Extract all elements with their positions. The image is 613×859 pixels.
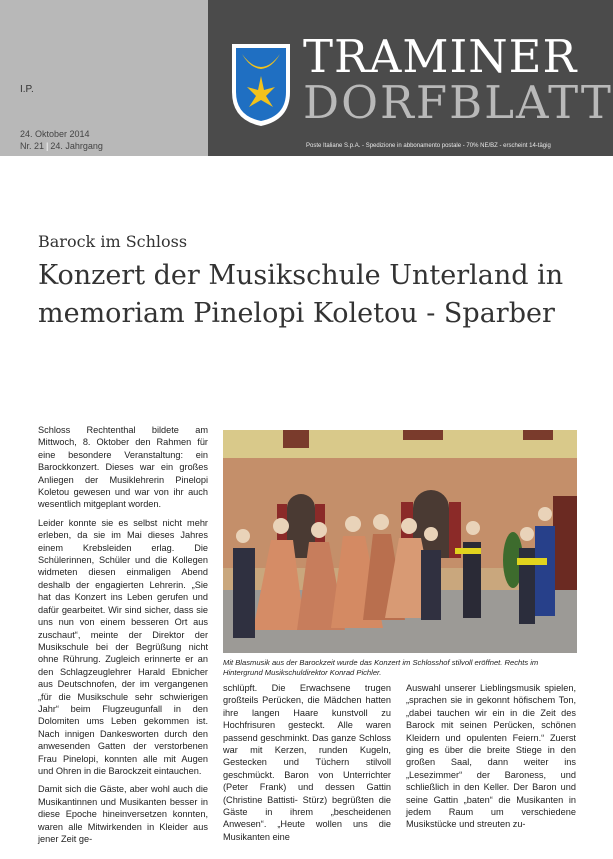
- ip-label: I.P.: [20, 84, 34, 95]
- photo-caption: Mit Blasmusik aus der Barockzeit wurde das Konzert im Schlosshof stilvoll eröffnet. Rechts im Hintergrund Musikschuldirektor Konrad Pichler.: [223, 658, 539, 677]
- paragraph: Schloss Rechtenthal bildete am Mittwoch, 8. Oktober den Rahmen für eine besondere Veranstaltung: ein Barockkonzert. Dieses war ein großes Anliegen der Musiklehrerin Pinelopi Koletou gewesen und war von ihr auch wesentlich mitgeplant worden.: [38, 425, 208, 510]
- paragraph: Auswahl unserer Lieblingsmusik spielen, „sprachen sie in gekonnt höfischem Ton, „dabei tauchen wir ein in die Zeit des Barock mit seinen Perücken, schönen Kleidern und opulenten Feiern.“ Zuerst ging es über die breite Stiege in den großen Saal, dann weiter ins „Lesezimmer“ der Baroness, und schließlich in den Keller. Der Baron und seine Gattin „baten“ die Musikanten in jedem Raum um verschiedene Musikstücke und streuten zu-: [406, 683, 576, 830]
- masthead-title-line1: TRAMINER: [303, 30, 578, 83]
- issue-number: Nr. 21: [20, 141, 45, 151]
- issue-date: 24. Oktober 2014: [20, 129, 90, 139]
- issue-year: 24. Jahrgang: [50, 141, 103, 151]
- article-kicker: Barock im Schloss: [38, 232, 188, 251]
- paragraph: Leider konnte sie es selbst nicht mehr erleben, da sie im Mai dieses Jahres einem Krebsleiden erlag. Die Schülerinnen, Schüler und die Kollegen widmeten diesen einmaligen Abend deshalb der engagierten Lehrerin. „Sie hat das Konzert ins Leben gerufen und dafür gearbeitet. Wir sind sicher, dass sie uns nun von einem besseren Ort aus zuschaut“, meinte der Direktor der Musikschule bei der Begrüßung nicht ohne Rührung. Zugleich erinnerte er an den Schlagzeuglehrer Harald Ebnicher aus Deutschnofen, der im vergangenen „für die Musikschule sehr schwierigen Jahr“ beim Flugzeugunfall in den Dolomiten ums Leben gekommen ist. Nach innigen Dankesworten durch den anwesenden Gatten der verstorbenen Frau Pinelopi, konnten alle mit Augen und Ohren in die Barockzeit eintauchen.: [38, 517, 208, 776]
- paragraph: Damit sich die Gäste, aber wohl auch die Musikantinnen und Musikanten besser in diese Epoche hineinversetzen konnten, waren alle Mitwirkenden in Kleider aus jener Zeit ge-: [38, 784, 208, 844]
- issue-info: [20, 141, 103, 151]
- article-column-2: [223, 682, 391, 849]
- coat-of-arms-logo: [228, 40, 294, 128]
- concert-photo: [223, 430, 577, 653]
- paragraph: schlüpft. Die Erwachsene trugen großteils Perücken, die Mädchen hatten ihre langen Haare kunstvoll zu Hochfrisuren gesteckt. Alle waren passend geschminkt. Das ganze Schloss war mit Kerzen, runden Kugeln, Gestecken und Tüchern stilvoll geschmückt. Baron von Unterrichter (Peter Frank) und dessen Gattin (Christine Battisti- Stürz) begrüßten die Gäste in ihrem „bescheidenen Anwesen“. „Heute wollen uns die Musikanten eine: [223, 683, 391, 842]
- article-column-1: [38, 424, 208, 851]
- postal-notice: Poste Italiane S.p.A. - Spedizione in abbonamento postale - 70% NE/BZ - erscheint 14-tägig: [306, 143, 551, 149]
- article-headline: Konzert der Musikschule Unterland in memoriam Pinelopi Koletou - Sparber: [38, 260, 564, 329]
- issue-separator: |: [46, 141, 49, 151]
- article-column-3: [406, 682, 576, 837]
- masthead-title-line2: DORFBLATT: [303, 76, 613, 129]
